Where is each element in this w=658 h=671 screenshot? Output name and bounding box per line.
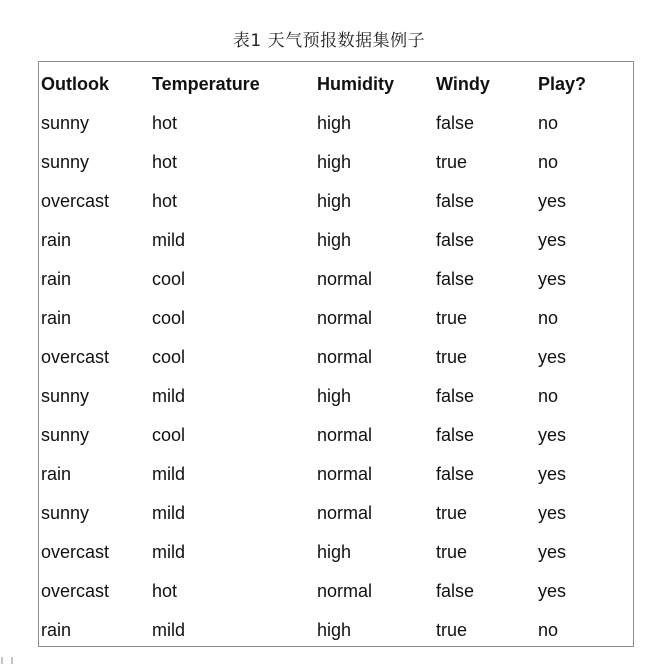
table-cell-temperature: hot: [152, 152, 178, 172]
table-row: [41, 260, 628, 299]
table-cell-temperature: mild: [152, 620, 186, 640]
table-cell-play: yes: [538, 581, 567, 601]
decorative-tick-marks: [0, 655, 60, 665]
table-cell-humidity: high: [317, 152, 352, 172]
table-cell-play: yes: [538, 347, 567, 367]
table-cell-temperature: mild: [152, 386, 186, 406]
table-cell-windy: true: [436, 347, 468, 367]
table-cell-play: yes: [538, 542, 567, 562]
table-cell-windy: false: [436, 191, 475, 211]
table-cell-humidity: normal: [317, 464, 373, 484]
table-row: [41, 338, 628, 377]
table-cell-outlook: sunny: [41, 386, 90, 406]
table-cell-outlook: sunny: [41, 425, 90, 445]
table-row: [41, 494, 628, 533]
weather-data-table: [41, 64, 628, 650]
table-cell-outlook: overcast: [41, 542, 110, 562]
table-cell-humidity: high: [317, 230, 352, 250]
table-row: [41, 143, 628, 182]
table-row: [41, 377, 628, 416]
table-cell-temperature: hot: [152, 113, 178, 133]
table-cell-outlook: rain: [41, 464, 72, 484]
table-cell-outlook: rain: [41, 620, 72, 640]
table-cell-outlook: sunny: [41, 503, 90, 523]
column-header-play: Play?: [538, 73, 587, 94]
table-cell-play: yes: [538, 503, 567, 523]
table-header-row: [41, 64, 628, 104]
table-cell-play: no: [538, 308, 559, 328]
table-cell-play: yes: [538, 425, 567, 445]
table-cell-windy: false: [436, 269, 475, 289]
table-cell-play: yes: [538, 230, 567, 250]
table-cell-humidity: normal: [317, 503, 373, 523]
table-cell-windy: true: [436, 620, 468, 640]
weather-data-table-frame: [38, 61, 634, 647]
table-cell-outlook: rain: [41, 308, 72, 328]
table-cell-humidity: high: [317, 620, 352, 640]
table-cell-outlook: overcast: [41, 347, 110, 367]
column-header-windy: Windy: [436, 73, 490, 94]
table-cell-humidity: high: [317, 386, 352, 406]
table-row: [41, 533, 628, 572]
table-row: [41, 182, 628, 221]
table-cell-outlook: rain: [41, 269, 72, 289]
table-row: [41, 416, 628, 455]
table-cell-play: yes: [538, 269, 567, 289]
table-cell-windy: true: [436, 503, 468, 523]
table-cell-windy: true: [436, 308, 468, 328]
table-body: [41, 104, 628, 650]
table-cell-temperature: hot: [152, 191, 178, 211]
table-row: [41, 572, 628, 611]
table-cell-windy: true: [436, 542, 468, 562]
table-row: [41, 221, 628, 260]
table-cell-windy: false: [436, 386, 475, 406]
table-cell-temperature: mild: [152, 464, 186, 484]
table-row: [41, 104, 628, 143]
table-cell-temperature: cool: [152, 308, 186, 328]
table-cell-humidity: normal: [317, 425, 373, 445]
table-cell-temperature: cool: [152, 347, 186, 367]
table-row: [41, 455, 628, 494]
table-cell-humidity: high: [317, 542, 352, 562]
table-cell-humidity: normal: [317, 347, 373, 367]
table-cell-humidity: high: [317, 113, 352, 133]
table-cell-windy: false: [436, 581, 475, 601]
column-header-temperature: Temperature: [152, 73, 260, 94]
table-row: [41, 611, 628, 650]
table-cell-windy: true: [436, 152, 468, 172]
table-cell-humidity: normal: [317, 308, 373, 328]
table-cell-play: yes: [538, 464, 567, 484]
table-cell-temperature: mild: [152, 542, 186, 562]
table-cell-humidity: normal: [317, 581, 373, 601]
table-cell-play: no: [538, 152, 559, 172]
table-cell-outlook: overcast: [41, 191, 110, 211]
column-header-humidity: Humidity: [317, 73, 395, 94]
table-cell-outlook: overcast: [41, 581, 110, 601]
table-cell-play: yes: [538, 191, 567, 211]
table-row: [41, 299, 628, 338]
table-cell-play: no: [538, 113, 559, 133]
table-cell-windy: false: [436, 230, 475, 250]
table-cell-play: no: [538, 620, 559, 640]
table-cell-windy: false: [436, 113, 475, 133]
table-cell-temperature: hot: [152, 581, 178, 601]
table-cell-temperature: cool: [152, 425, 186, 445]
table-cell-play: no: [538, 386, 559, 406]
table-cell-outlook: sunny: [41, 113, 90, 133]
table-cell-windy: false: [436, 464, 475, 484]
column-header-outlook: Outlook: [41, 73, 109, 94]
table-cell-humidity: normal: [317, 269, 373, 289]
table-cell-temperature: mild: [152, 503, 186, 523]
table-cell-temperature: cool: [152, 269, 186, 289]
table-cell-outlook: rain: [41, 230, 72, 250]
table-cell-temperature: mild: [152, 230, 186, 250]
table-cell-humidity: high: [317, 191, 352, 211]
table-cell-windy: false: [436, 425, 475, 445]
table-cell-outlook: sunny: [41, 152, 90, 172]
table-caption: 表1 天气预报数据集例子: [232, 31, 426, 51]
